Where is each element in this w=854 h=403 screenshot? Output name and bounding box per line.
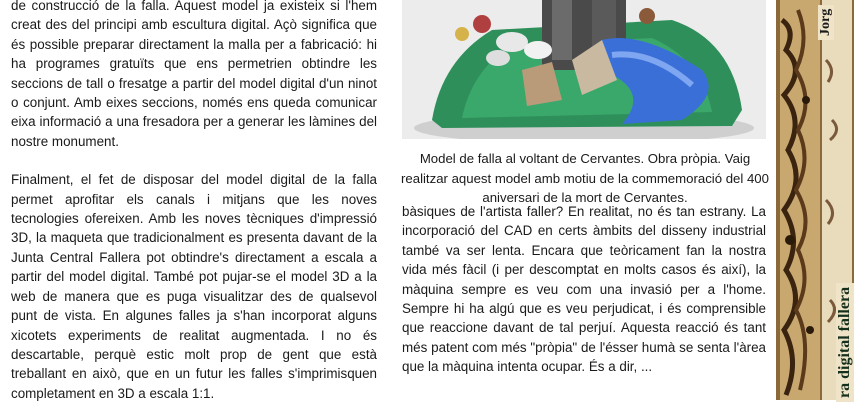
body-paragraph: Finalment, el fet de disposar del model digital de la falla permet aprofitar els canals i mitjans que les noves tecnologies ofereixen. Amb les noves tècniques d'impressió 3D, la maqueta que tradicionalment es presenta davant de la Junta Central Fallera pot obtindre's directament a escala a partir del model digital. També pot pujar-se el model 3D a la web de manera que es puga visualitzar des de qualsevol punt de vista. En algunes falles ja s'han incorporat alguns xicotets experiments de realitat augmentada. I no és descartable, perquè estic molt prop de gent que està treballant en això, que en un futur les falles s'imprimisquen completament en 3D a escala 1:1. xyxy=(11,172,377,401)
falla-model-image xyxy=(402,0,766,139)
figure-caption: Model de falla al voltant de Cervantes. Obra pròpia. Vaig realitzar aquest model amb motiu de la commemoració del 400 aniversari de la mort de Cervantes. xyxy=(401,151,769,206)
section-title: ra digital fallera xyxy=(836,283,854,402)
right-text-column xyxy=(402,202,766,377)
author-name: Jorg xyxy=(818,5,834,40)
left-text-column xyxy=(11,0,377,403)
falla-illustration xyxy=(402,0,766,139)
body-paragraph: de construcció de la falla. Aquest model ja existeix si l'hem creat des del principi amb escultura digital. Açò significa que és possible preparar directament la malla per a fabricació: hi ha programes gratuïts que ens permetrien obtindre les seccions de tall o fresatge a partir del model digital d'un ninot o conjunt. Amb eixes seccions, només ens queda comunicar eixa informació a una fresadora per a generar les làmines del nostre monument. xyxy=(11,0,377,149)
body-paragraph: bàsiques de l'artista faller? En realitat, no és tan estrany. La incorporació del CAD en certs àmbits del disseny industrial també va ser lenta. Encara que teòricament fan la nostra vida més fàcil (i per descomptat en molts casos és així), la màquina sempre es veu com una invasió per a l'home. Sempre hi ha algú que es veu perjudicat, i és comprensible que reaccione davant de tal perjuí. Aquesta reacció és tant més patent com més "pròpia" de l'ésser humà se senta l'àrea que la màquina intenta ocupar. És a dir, ... xyxy=(402,204,766,375)
